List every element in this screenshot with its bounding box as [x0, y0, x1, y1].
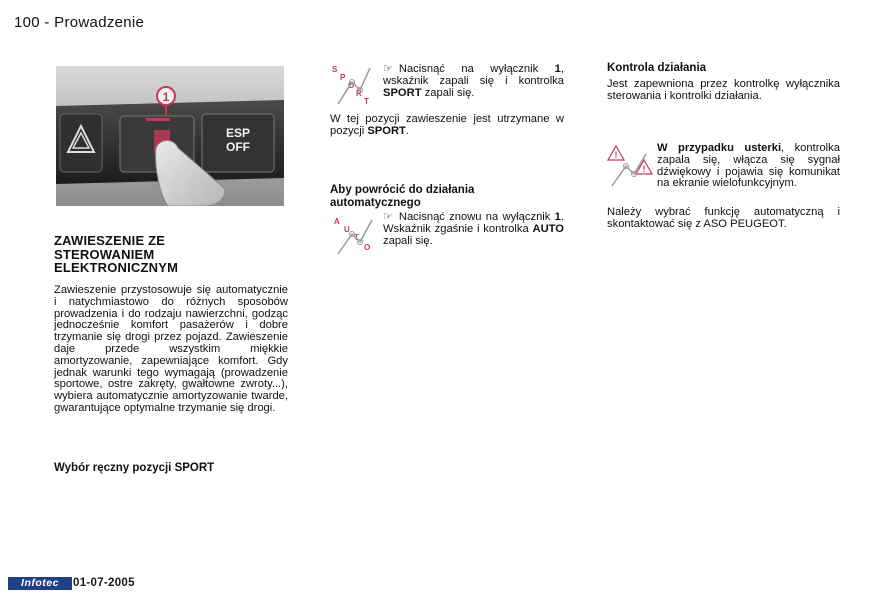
svg-text:!: ! — [614, 150, 618, 160]
dashboard-buttons-photo — [56, 66, 284, 206]
page-header — [14, 14, 144, 31]
sport-letter-s: S — [332, 65, 338, 74]
contact-dealer-paragraph: Należy wybrać funkcję automatyczną i skontaktować się z ASO PEUGEOT. — [607, 206, 840, 230]
hold-text-b: . — [405, 124, 409, 137]
fault-bold-text: W przypadku usterki — [657, 142, 782, 154]
manual-sport-subheading: Wybór ręczny pozycji SPORT — [54, 462, 215, 474]
heading-line-1: ZAWIESZENIE ZE — [54, 233, 166, 248]
step1-number: 1 — [554, 63, 561, 75]
step2-auto: AUTO — [532, 222, 564, 235]
page-number: 100 — [14, 14, 40, 31]
step1-sport: SPORT — [383, 86, 422, 99]
step1-text-c: zapali się. — [421, 86, 475, 99]
fault-rest-text: , kontrolka zapala się, włącza się sygnał dźwiękowy i pojawia się komunikat na ekranie wielofunkcyjnym. — [657, 142, 840, 190]
pointing-hand-icon: ☞ — [383, 211, 393, 223]
fault-paragraph — [657, 143, 840, 190]
infotec-badge: Infotec — [8, 577, 72, 590]
suspension-paragraph: Zawieszenie przystosowuje się automatycznie i natychmiastowo do różnych sposobów prowadzenia i do rodzaju nawierzchni, godząc jednocześnie komfort pasażerów i dobre trzymanie się drogi przez pojazd. Zawieszenie daje przede wszystkim miękkie amortyzowanie, zapewniające komfort. Gdy jednak warunki tego wymagają (prowadzenie sportowe, ostre zakręty, gwałtowne zwroty...), wybiera automatycznie amortyzowanie twarde, gwarantujące optymalne trzymanie się drogi. — [54, 284, 288, 414]
auto-letter-a: A — [334, 217, 340, 226]
heading-line-3: ELEKTRONICZNYM — [54, 260, 179, 275]
sport-indicator-icon — [330, 62, 378, 108]
header-separator: - — [44, 14, 50, 31]
sport-letter-p: P — [340, 73, 346, 82]
auto-return-subheading: Aby powrócić do działania automatycznego — [330, 184, 475, 209]
step1-text-a: Nacisnąć na wyłącznik — [398, 63, 555, 75]
step2-text-b: . Wskaźnik zgaśnie i kontrolka — [383, 211, 564, 235]
step-auto — [383, 212, 564, 247]
esp-label-line2: OFF — [226, 140, 250, 154]
hold-sport: SPORT — [367, 124, 406, 137]
page-title: Prowadzenie — [54, 14, 145, 31]
callout-marker: 1 — [162, 90, 170, 104]
sport-letter-o: O — [348, 81, 355, 90]
esp-label-line1: ESP — [225, 126, 251, 140]
auto-letter-t: T — [354, 233, 359, 242]
heading-line-2: STEROWANIEM — [54, 246, 155, 262]
step2-number: 1 — [554, 211, 561, 223]
auto-indicator-icon — [330, 212, 378, 258]
warning-indicator-icon — [606, 144, 654, 190]
step1-text-b: , wskaźnik zapali się i kontrolka — [383, 63, 564, 87]
auto-letter-u: U — [344, 225, 350, 234]
pointing-hand-icon: ☞ — [383, 63, 393, 75]
step2-text-a: Nacisnąć znowu na wyłącznik — [398, 211, 555, 223]
hold-text-a: W tej pozycji zawieszenie jest utrzymane w pozycji — [330, 113, 564, 137]
section-heading — [54, 234, 254, 275]
step-sport — [383, 64, 564, 99]
sport-letter-r: R — [356, 89, 362, 98]
svg-text:!: ! — [642, 164, 646, 174]
sport-letter-t: T — [364, 97, 369, 106]
operation-check-subheading: Kontrola działania — [607, 62, 707, 74]
operation-check-paragraph: Jest zapewniona przez kontrolkę wyłącznika sterowania i kontrolki działania. — [607, 78, 840, 102]
sport-hold-paragraph — [330, 114, 564, 138]
auto-letter-o: O — [364, 243, 371, 252]
footer-date: 01-07-2005 — [73, 577, 135, 589]
step2-text-c: zapali się. — [383, 234, 433, 247]
